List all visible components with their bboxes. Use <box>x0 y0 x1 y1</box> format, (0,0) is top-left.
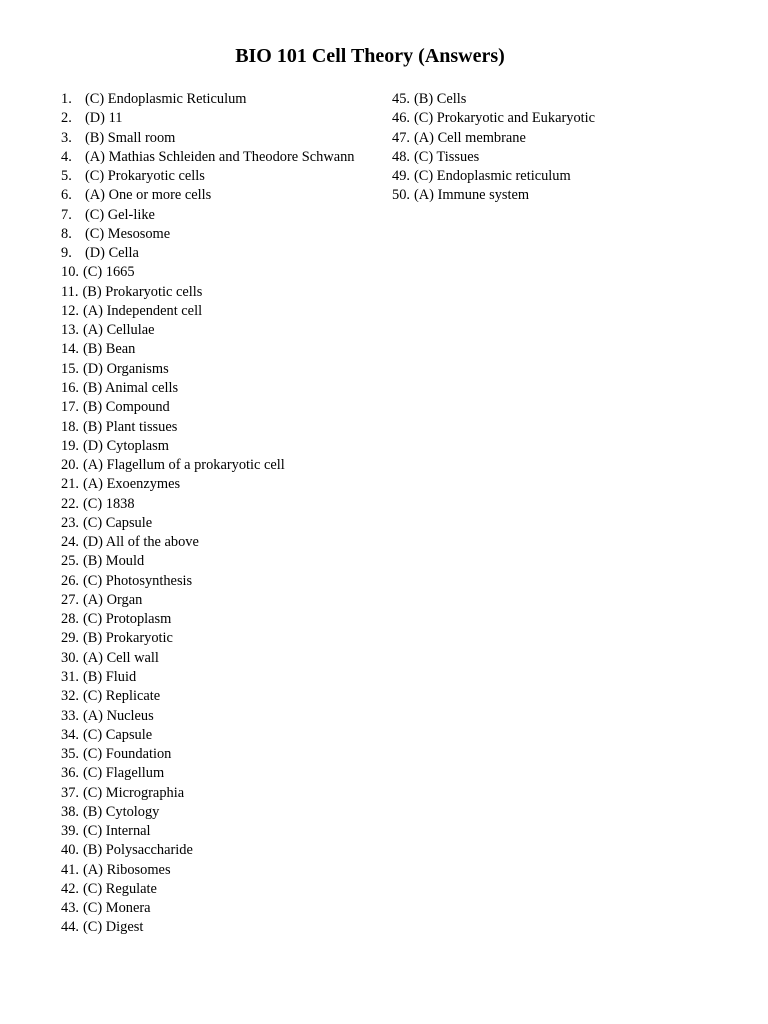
answer-number: 39. <box>61 823 79 840</box>
answer-text: (C) Endoplasmic Reticulum <box>85 91 247 107</box>
answer-number: 49. <box>392 168 410 185</box>
answer-item <box>61 629 355 648</box>
answer-number: 35. <box>61 746 79 763</box>
answer-item <box>61 841 355 860</box>
answer-number: 48. <box>392 148 410 165</box>
answer-item <box>61 263 355 282</box>
answer-text: (A) Cellulae <box>83 322 155 339</box>
answer-item <box>61 321 355 340</box>
answer-number: 26. <box>61 572 79 589</box>
answer-text: (B) Cytology <box>83 803 160 820</box>
answer-number: 38. <box>61 803 79 820</box>
answer-item <box>61 880 355 899</box>
answers-column-right <box>392 90 595 206</box>
answer-item <box>61 764 355 783</box>
answer-number: 10. <box>61 264 79 281</box>
answer-text: (A) One or more cells <box>85 187 212 204</box>
answer-number: 18. <box>61 418 79 435</box>
answer-item <box>61 918 355 937</box>
answer-number: 9. <box>61 245 72 262</box>
answer-item <box>61 822 355 841</box>
answer-text: (B) Fluid <box>83 668 137 685</box>
answer-text: (C) Prokaryotic cells <box>85 168 205 185</box>
answer-text: (A) Mathias Schleiden and Theodore Schwann <box>85 148 355 165</box>
answer-number: 7. <box>61 206 72 223</box>
answer-item <box>61 745 355 764</box>
answer-text: (C) Tissues <box>414 148 480 165</box>
answer-text: (C) Photosynthesis <box>83 572 193 589</box>
answer-text: (A) Immune system <box>414 187 530 204</box>
answer-item <box>392 167 595 186</box>
answer-text: (A) Independent cell <box>83 302 203 319</box>
answer-text: (C) Mesosome <box>85 225 171 242</box>
answer-item <box>61 283 355 302</box>
answer-text: (B) Small room <box>85 129 176 146</box>
answer-number: 4. <box>61 148 72 165</box>
answer-item <box>61 687 355 706</box>
answer-item <box>61 668 355 687</box>
answer-item <box>61 360 355 379</box>
answer-number: 22. <box>61 495 79 512</box>
answer-item <box>61 726 355 745</box>
answer-item <box>61 707 355 726</box>
answer-item <box>61 649 355 668</box>
answer-item <box>61 302 355 321</box>
answer-text: (D) Cytoplasm <box>83 437 169 454</box>
answer-number: 1. <box>61 91 72 107</box>
answer-item <box>61 861 355 880</box>
answers-column-left <box>61 90 355 938</box>
answer-number: 43. <box>61 900 79 917</box>
answer-number: 28. <box>61 611 79 628</box>
answer-text: (C) Protoplasm <box>83 611 172 628</box>
answer-text: (B) Cells <box>414 91 467 107</box>
answer-item <box>61 167 355 186</box>
answer-item <box>61 206 355 225</box>
answer-item <box>61 129 355 148</box>
answer-number: 17. <box>61 399 79 416</box>
answer-number: 34. <box>61 726 79 743</box>
answer-text: (A) Exoenzymes <box>83 476 181 493</box>
answer-number: 3. <box>61 129 72 146</box>
answer-text: (B) Plant tissues <box>83 418 178 435</box>
answer-number: 14. <box>61 341 79 358</box>
answer-text: (D) Cella <box>85 245 139 262</box>
answer-number: 2. <box>61 110 72 127</box>
answer-text: (A) Organ <box>83 591 143 608</box>
answer-text: (A) Cell wall <box>83 649 159 666</box>
answer-item <box>61 340 355 359</box>
answer-item <box>61 148 355 167</box>
answer-item <box>392 109 595 128</box>
answer-text: (D) 11 <box>85 110 123 127</box>
answer-number: 41. <box>61 861 79 878</box>
answer-text: (B) Prokaryotic <box>83 630 173 647</box>
answer-item <box>61 437 355 456</box>
answer-item <box>61 475 355 494</box>
page-title: BIO 101 Cell Theory (Answers) <box>235 45 505 67</box>
answer-text: (C) Regulate <box>83 880 157 897</box>
answer-number: 23. <box>61 514 79 531</box>
answer-item <box>61 379 355 398</box>
answer-number: 46. <box>392 110 410 127</box>
answer-text: (B) Polysaccharide <box>83 842 193 859</box>
answer-item <box>61 109 355 128</box>
answer-text: (C) Capsule <box>83 514 153 531</box>
answer-item <box>392 186 595 205</box>
answer-item <box>61 244 355 263</box>
answer-number: 45. <box>392 91 410 107</box>
answer-number: 37. <box>61 784 79 801</box>
answer-text: (B) Prokaryotic cells <box>82 283 203 300</box>
answer-number: 8. <box>61 225 72 242</box>
answer-text: (D) All of the above <box>83 534 199 551</box>
answer-item <box>61 418 355 437</box>
answer-item <box>61 784 355 803</box>
answer-number: 42. <box>61 880 79 897</box>
answer-text: (C) Prokaryotic and Eukaryotic <box>414 110 596 127</box>
answer-item <box>61 514 355 533</box>
answer-number: 16. <box>61 379 79 396</box>
answer-item <box>61 610 355 629</box>
answer-text: (C) 1665 <box>83 264 135 281</box>
answer-number: 25. <box>61 553 79 570</box>
answer-number: 33. <box>61 707 79 724</box>
answer-item <box>61 225 355 244</box>
answer-item <box>392 148 595 167</box>
answer-number: 36. <box>61 765 79 782</box>
answer-text: (B) Compound <box>83 399 170 416</box>
answer-number: 30. <box>61 649 79 666</box>
answer-number: 47. <box>392 129 410 146</box>
answer-number: 21. <box>61 476 79 493</box>
answer-number: 11. <box>61 283 79 300</box>
answer-text: (C) 1838 <box>83 495 135 512</box>
answer-number: 15. <box>61 360 79 377</box>
answer-item <box>61 90 355 109</box>
answer-text: (C) Monera <box>83 900 151 917</box>
answer-text: (A) Ribosomes <box>83 861 171 878</box>
answer-text: (C) Endoplasmic reticulum <box>414 168 571 185</box>
answer-number: 19. <box>61 437 79 454</box>
answer-item <box>61 495 355 514</box>
answer-number: 12. <box>61 302 79 319</box>
answer-text: (C) Replicate <box>83 688 161 705</box>
answer-number: 20. <box>61 457 79 474</box>
answer-text: (C) Micrographia <box>83 784 185 801</box>
answer-item <box>61 456 355 475</box>
answer-text: (B) Mould <box>83 553 145 570</box>
answer-number: 29. <box>61 630 79 647</box>
answer-item <box>392 129 595 148</box>
answer-number: 40. <box>61 842 79 859</box>
answer-item <box>61 803 355 822</box>
answer-number: 32. <box>61 688 79 705</box>
answer-text: (B) Bean <box>83 341 136 358</box>
answer-text: (C) Internal <box>83 823 151 840</box>
answer-text: (C) Gel-like <box>85 206 155 223</box>
answer-text: (C) Capsule <box>83 726 153 743</box>
answer-number: 50. <box>392 187 410 204</box>
answer-item <box>392 90 595 109</box>
answer-text: (A) Nucleus <box>83 707 154 724</box>
answer-number: 44. <box>61 919 79 936</box>
answer-item <box>61 186 355 205</box>
answer-item <box>61 552 355 571</box>
answer-number: 6. <box>61 187 72 204</box>
answer-item <box>61 572 355 591</box>
answer-text: (C) Digest <box>83 919 144 936</box>
answer-item <box>61 591 355 610</box>
answer-item <box>61 899 355 918</box>
answer-number: 13. <box>61 322 79 339</box>
answer-text: (A) Flagellum of a prokaryotic cell <box>83 457 285 474</box>
answer-number: 24. <box>61 534 79 551</box>
answer-number: 5. <box>61 168 72 185</box>
answer-text: (D) Organisms <box>83 360 169 377</box>
answer-text: (B) Animal cells <box>83 379 179 396</box>
answer-item <box>61 398 355 417</box>
answer-text: (C) Flagellum <box>83 765 165 782</box>
answer-number: 27. <box>61 591 79 608</box>
answer-item <box>61 533 355 552</box>
answer-text: (A) Cell membrane <box>414 129 526 146</box>
answer-text: (C) Foundation <box>83 746 172 763</box>
answer-number: 31. <box>61 668 79 685</box>
